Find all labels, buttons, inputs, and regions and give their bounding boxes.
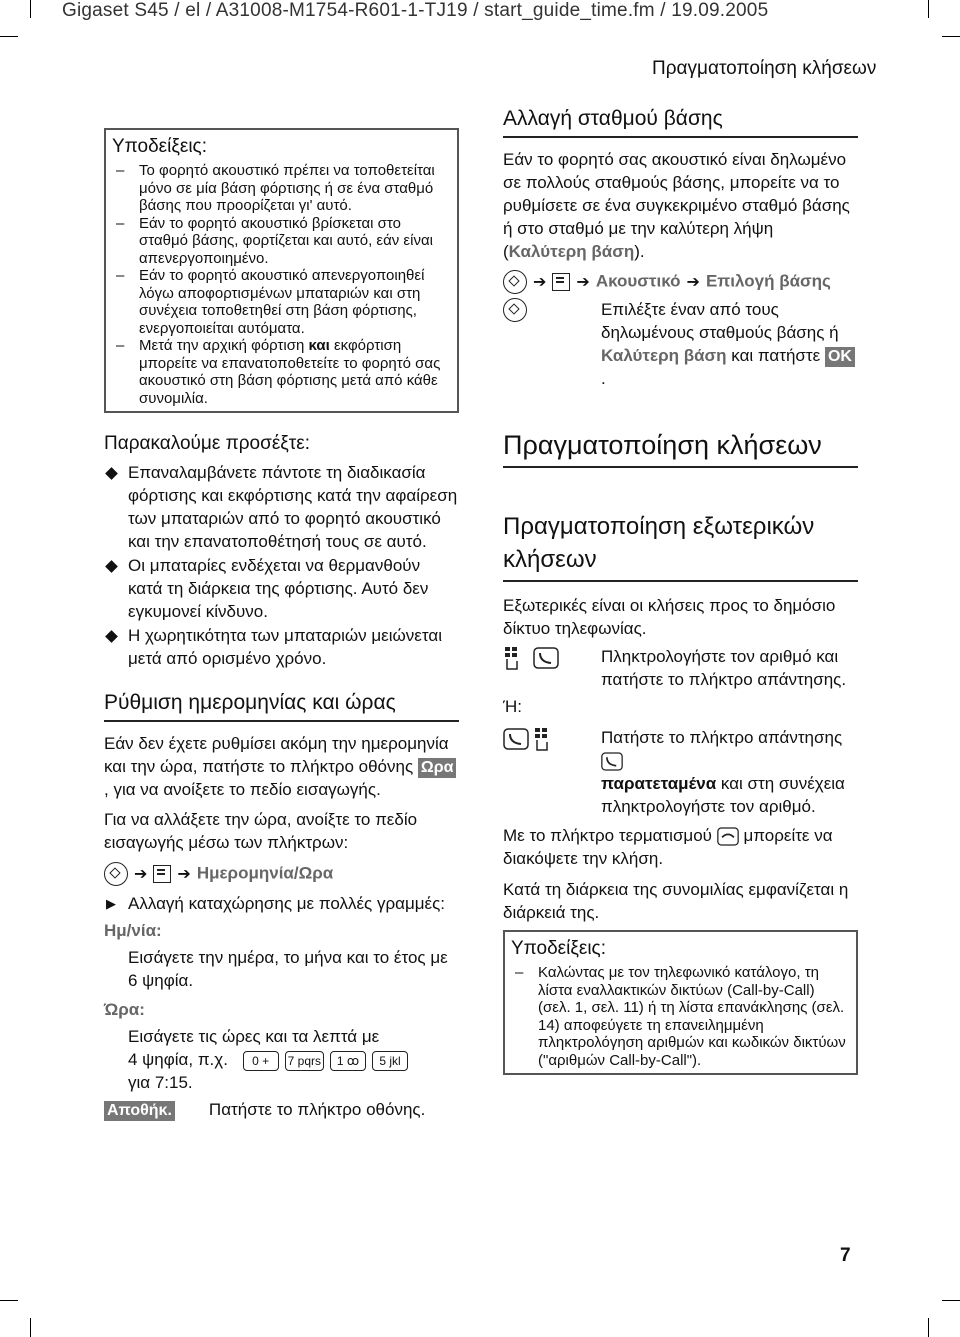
navigation-key-icon <box>503 298 527 322</box>
datetime-heading: Ρύθμιση ημερομηνίας και ώρας <box>104 691 396 714</box>
key-5[interactable]: 5 jkl <box>372 1051 408 1071</box>
notes-list <box>112 162 451 407</box>
ok-softkey[interactable]: OK <box>825 347 855 367</box>
save-step <box>104 1100 459 1121</box>
end-key-icon <box>717 827 739 846</box>
page-number: 7 <box>840 1245 851 1266</box>
notes-box <box>104 128 459 413</box>
save-text: Πατήστε το πλήκτρο οθόνης. <box>208 1100 426 1119</box>
menu-item-date-time: Ημερομηνία/Ωρα <box>196 863 334 883</box>
note-item <box>112 337 451 407</box>
step-icons <box>503 645 601 671</box>
menu-icon <box>153 865 171 883</box>
notes-list <box>511 964 850 1069</box>
attention-item: Η χωρητικότητα των μπαταριών μειώνεται μετά από ορισμένο χρόνο. <box>104 624 459 670</box>
crop-mark <box>928 1318 929 1337</box>
base-heading: Αλλαγή σταθμού βάσης <box>503 107 723 130</box>
crop-mark <box>0 1300 18 1301</box>
step-text: Πατήστε το πλήκτρο απάντησης παρατεταμένα και στη συνέχεια πληκτρολογήστε τον αριθμό. <box>601 728 845 816</box>
datetime-section <box>104 690 459 1121</box>
arrow-right-icon: ➔ <box>177 866 191 883</box>
keypad-icon <box>503 645 529 671</box>
external-heading: Πραγματοποίηση εξωτερικών κλήσεων <box>503 513 815 573</box>
multi-line-step: ▶ Αλλαγή καταχώρησης με πολλές γραμμές: <box>106 894 446 913</box>
base-paragraph: Εάν το φορητό σας ακουστικό είναι δηλωμένο σε πολλούς σταθμούς βάσης, μπορείτε να το ρυθμίσετε σε ένα συγκεκριμένο σταθμό βάσης ή στο σταθμό με την καλύτερη λήψη (Καλύτερη βάση). <box>503 150 850 261</box>
file-header: Gigaset S45 / el / A31008-M1754-R601-1-TJ19 / start_guide_time.fm / 19.09.2005 <box>62 0 769 21</box>
note-item: – Εάν το φορητό ακουστικό απενεργοποιηθεί λόγω αποφορτισμένων μπαταριών και στη συνέχεια τοποθετηθεί στη βάση φόρτισης, ενεργοποιείται αυτόματα. <box>112 267 451 337</box>
nav-path <box>104 862 459 886</box>
menu-best-base: Καλύτερη βάση <box>508 242 635 261</box>
step-icons <box>503 298 601 322</box>
section-header: Πραγματοποίηση κλήσεων <box>652 58 877 79</box>
notes-title: Υποδείξεις: <box>112 136 207 157</box>
calls-heading: Πραγματοποίηση κλήσεων <box>503 430 822 460</box>
step-icons <box>503 726 601 752</box>
step-text: Πληκτρολογήστε τον αριθμό και πατήστε το πλήκτρο απάντησης. <box>601 647 847 689</box>
dial-step <box>503 726 858 818</box>
note-item: – Καλώντας με τον τηλεφωνικό κατάλογο, τη λίστα εναλλακτικών δικτύων (Call-by-Call) (σελ. 1, σελ. 11) ή τη λίστα επανάκλησης (σελ. 14) αποφεύγετε τη επανειλημμένη πληκτρολόγηση αριθμών και κωδικών δικτύων ("αριθμών Call-by-Call"). <box>511 964 850 1069</box>
step-text: Επιλέξτε έναν από τους δηλωμένους σταθμούς βάσης ή Καλύτερη βάση και πατήστε OK. <box>601 298 858 390</box>
attention-item: Οι μπαταρίες ενδέχεται να θερμανθούν κατά τη διάρκεια της φόρτισης. Αυτό δεν εγκυμονεί κίνδυνο. <box>104 554 459 623</box>
or-label: Ή: <box>503 697 522 716</box>
arrow-right-icon: ➔ <box>686 274 700 291</box>
menu-item-select-base: Επιλογή βάσης <box>705 271 831 291</box>
left-column <box>104 128 459 1121</box>
crop-mark <box>942 1300 960 1301</box>
heading-rule <box>104 720 459 722</box>
date-text: Εισάγετε την ημέρα, το μήνα και το έτος με 6 ψηφία. <box>128 948 448 990</box>
attention-section <box>104 433 459 670</box>
note-text: εκφόρτιση μπορείτε να επανατοποθετείτε το φορητό σας ακουστικό στη βάση φόρτισης μετά από κάθε συνομιλία. <box>139 337 441 407</box>
note-text: Μετά την αρχική φόρτιση <box>139 337 305 354</box>
note-bold: και <box>308 337 330 354</box>
crop-mark <box>928 0 929 18</box>
navigation-key-icon <box>503 270 527 294</box>
key-0[interactable]: 0 + <box>243 1051 279 1071</box>
base-step <box>503 298 858 390</box>
nav-path <box>503 270 858 294</box>
crop-mark <box>30 0 31 18</box>
time-softkey[interactable]: Ωρα <box>418 758 457 778</box>
menu-icon <box>552 273 570 291</box>
heading-rule <box>503 466 858 468</box>
crop-mark <box>942 36 960 37</box>
talk-key-icon <box>601 752 623 771</box>
bullet-icon <box>105 467 118 480</box>
note-item: – Το φορητό ακουστικό πρέπει να τοποθετείται μόνο σε μία βάση φόρτισης ή σε ένα σταθμό βάσης που προορίζεται γι' αυτό. <box>112 162 451 215</box>
keypad-icon <box>533 726 559 752</box>
key-1[interactable]: 1 ꝏ <box>330 1051 366 1071</box>
arrow-right-icon: ➔ <box>533 274 547 291</box>
menu-best-base: Καλύτερη βάση <box>601 346 727 365</box>
note-item: – Εάν το φορητό ακουστικό βρίσκεται στο σταθμό βάσης, φορτίζεται και αυτό, εάν είναι απενεργοποιημένο. <box>112 215 451 268</box>
datetime-paragraph: Εάν δεν έχετε ρυθμίσει ακόμη την ημερομηνία και την ώρα, πατήστε το πλήκτρο οθόνης Ωρα, για να ανοίξετε το πεδίο εισαγωγής. <box>104 732 459 801</box>
end-call-paragraph: Με το πλήκτρο τερματισμού μπορείτε να διακόψετε την κλήση. <box>503 826 833 868</box>
bullet-icon <box>105 560 118 573</box>
time-text: Εισάγετε τις ώρες και τα λεπτά με 4 ψηφία, π.χ. 0 + 7 pqrs 1 ꝏ 5 jkl για 7:15. <box>128 1025 459 1094</box>
arrow-right-icon: ➔ <box>576 274 590 291</box>
triangle-icon: ▶ <box>106 896 116 911</box>
menu-item-handset: Ακουστικό <box>595 271 681 291</box>
attention-list <box>104 461 459 670</box>
save-softkey[interactable]: Αποθήκ. <box>104 1101 175 1121</box>
crop-mark <box>0 36 18 37</box>
bullet-icon <box>105 630 118 643</box>
time-label: Ώρα: <box>104 1000 145 1019</box>
duration-paragraph: Κατά τη διάρκεια της συνομιλίας εμφανίζεται η διάρκειά της. <box>503 880 849 922</box>
notes-title: Υποδείξεις: <box>511 938 606 959</box>
right-column <box>503 106 858 1075</box>
heading-rule <box>503 136 858 138</box>
datetime-paragraph: Για να αλλάξετε την ώρα, ανοίξτε το πεδίο εισαγωγής μέσω των πλήκτρων: <box>104 810 418 852</box>
heading-rule <box>503 580 858 582</box>
arrow-right-icon: ➔ <box>134 866 148 883</box>
external-intro: Εξωτερικές είναι οι κλήσεις προς το δημόσιο δίκτυο τηλεφωνίας. <box>503 596 836 638</box>
navigation-key-icon <box>104 862 128 886</box>
attention-title: Παρακαλούμε προσέξτε: <box>104 433 311 454</box>
talk-key-icon <box>503 728 529 750</box>
key-7[interactable]: 7 pqrs <box>285 1051 324 1071</box>
date-label: Ημ/νία: <box>104 921 162 940</box>
notes-box <box>503 930 858 1075</box>
talk-key-icon <box>533 647 559 669</box>
crop-mark <box>30 1318 31 1337</box>
attention-item: Επαναλαμβάνετε πάντοτε τη διαδικασία φόρτισης και εκφόρτισης κατά την αφαίρεση των μπαταριών από το φορητό ακουστικό και την επανατοποθέτησή τους σε αυτό. <box>104 461 459 553</box>
dial-step <box>503 645 858 691</box>
